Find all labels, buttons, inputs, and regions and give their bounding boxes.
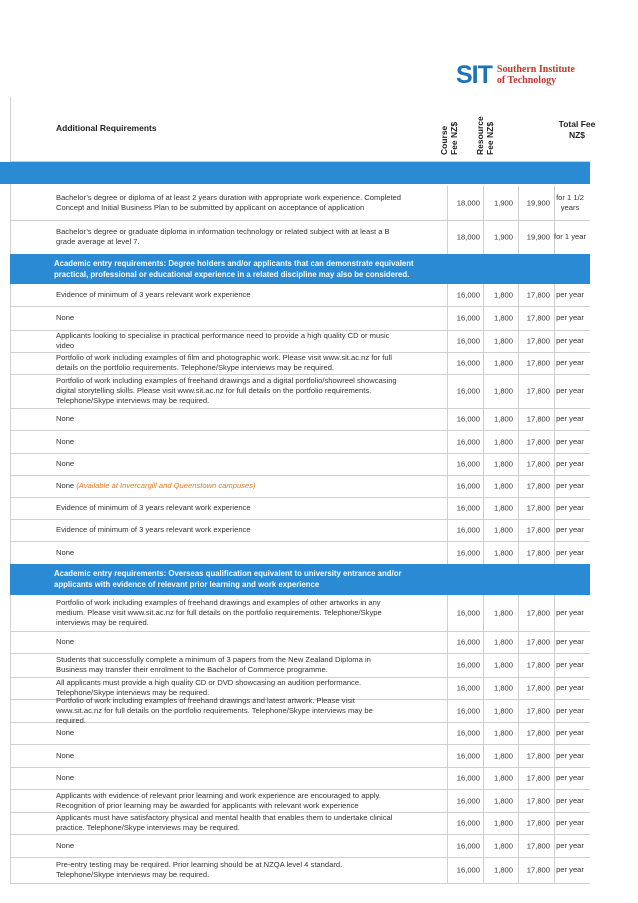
resource-fee-value: 1,800: [493, 608, 513, 618]
table-row: [10, 631, 590, 654]
column-divider: [447, 744, 448, 767]
requirement-text: [56, 437, 402, 447]
course-fee-heading-cell: [439, 97, 471, 155]
requirement-text: [56, 313, 402, 323]
column-divider: [447, 475, 448, 497]
duration-value: per year: [556, 750, 584, 760]
total-fee-value: 17,800: [526, 336, 550, 346]
total-fee-value: 17,800: [526, 503, 550, 513]
column-divider: [518, 408, 519, 430]
resource-fee-value: 1,800: [493, 503, 513, 513]
table-row: [10, 186, 590, 221]
total-fee-value: 17,800: [526, 841, 550, 850]
column-divider: [483, 699, 484, 722]
column-divider: [447, 834, 448, 857]
column-divider: [483, 722, 484, 744]
column-divider: [518, 653, 519, 677]
total-fee-heading-line-2: NZ$: [568, 130, 586, 140]
column-divider: [447, 284, 448, 306]
table-row: [10, 497, 590, 520]
course-fee-value: 16,000: [456, 796, 480, 805]
resource-fee-value: 1,800: [493, 683, 513, 693]
course-fee-value: 16,000: [456, 290, 480, 300]
requirement-label: Applicants looking to specialise in practical performance need to provide a high quality CD or music video: [56, 331, 390, 350]
requirement-text: [56, 860, 402, 880]
requirement-text: [56, 791, 402, 811]
course-fee-heading: Course Fee NZ$: [439, 121, 459, 155]
requirement-label: Applicants must have satisfactory physical and mental health that enables them to undertake clinical practice. Telephone/Skype interviews may be required.: [56, 813, 393, 832]
table-row: [10, 744, 590, 768]
resource-fee-value: 1,900: [493, 198, 513, 208]
column-divider: [518, 306, 519, 330]
table-row: [10, 284, 590, 307]
duration-value: per year: [556, 313, 584, 322]
course-fee-value: 18,000: [456, 198, 480, 208]
duration-value: per year: [556, 436, 584, 446]
column-divider: [447, 857, 448, 883]
total-fee-value: 17,800: [526, 481, 550, 491]
requirement-text: [56, 773, 402, 783]
column-divider: [518, 374, 519, 408]
column-divider: [447, 430, 448, 453]
column-divider: [483, 541, 484, 564]
course-fee-value: 16,000: [456, 751, 480, 760]
column-divider: [483, 453, 484, 475]
column-divider: [447, 330, 448, 352]
total-fee-value: 17,800: [526, 818, 550, 828]
total-fee-value: 17,800: [526, 459, 550, 469]
column-divider: [447, 699, 448, 722]
column-divider: [447, 812, 448, 834]
column-divider: [483, 284, 484, 306]
course-fee-value: 16,000: [456, 437, 480, 446]
resource-fee-value: 1,800: [493, 481, 513, 491]
duration-value: per year: [556, 728, 584, 737]
duration-value: per year: [556, 660, 584, 669]
column-divider: [518, 857, 519, 883]
course-fee-value: 16,000: [456, 414, 480, 424]
duration-value: per year: [556, 608, 584, 617]
column-divider: [483, 330, 484, 352]
column-divider: [447, 497, 448, 519]
column-divider: [518, 767, 519, 789]
total-fee-value: 17,800: [526, 525, 550, 535]
resource-fee-value: 1,800: [493, 459, 513, 469]
total-fee-value: 17,800: [526, 660, 550, 670]
course-fee-value: 16,000: [456, 503, 480, 513]
table-row: [10, 653, 590, 678]
column-divider: [518, 677, 519, 699]
table-row: [10, 330, 590, 353]
requirement-label: Bachelor’s degree or diploma of at least 2 years duration with appropriate work experience. Completed Concept and Initial Business Plan to be submitted by applicant on acceptance of application: [56, 193, 402, 212]
duration-value: per year: [556, 386, 584, 395]
table-row: [10, 220, 590, 255]
column-divider: [518, 352, 519, 374]
requirement-label: None: [56, 773, 75, 782]
column-divider: [518, 812, 519, 834]
table-row: [10, 408, 590, 431]
total-fee-value: 19,900: [526, 232, 550, 242]
requirement-text: [56, 459, 402, 469]
duration-value: per year: [556, 336, 584, 345]
column-divider: [518, 699, 519, 722]
resource-fee-value: 1,800: [493, 437, 513, 446]
table-header: [10, 97, 596, 162]
total-fee-value: 17,800: [526, 773, 550, 783]
requirement-label: Portfolio of work including examples of freehand drawings and examples of other artworks in any medium. Please visit www.sit.ac.nz for full details on the portfolio requirements. Telephone/Skype interviews may be required.: [56, 598, 382, 627]
course-fee-value: 16,000: [456, 818, 480, 828]
requirement-label: Portfolio of work including examples of freehand drawings and a digital portfolio/showreel showcasing digital storytelling skills. Please visit www.sit.ac.nz for full details on the portfolio requirements. Telephone/Skype interviews may be required.: [56, 376, 397, 405]
column-divider: [483, 789, 484, 812]
column-divider: [518, 834, 519, 857]
total-fee-value: 17,800: [526, 414, 550, 424]
column-divider: [447, 306, 448, 330]
total-fee-value: 17,800: [526, 437, 550, 446]
course-fee-value: 16,000: [456, 358, 480, 368]
course-fee-value: 16,000: [456, 683, 480, 693]
table-row: [10, 695, 590, 725]
duration-value: per year: [556, 705, 584, 715]
resource-fee-value: 1,800: [493, 548, 513, 557]
table-row: [10, 834, 590, 858]
requirement-text: [56, 227, 402, 247]
total-fee-heading: [557, 119, 597, 141]
duration-value: for 1 1/2 years: [556, 193, 584, 212]
column-divider: [447, 789, 448, 812]
resource-fee-value: 1,800: [493, 637, 513, 647]
resource-fee-value: 1,800: [493, 751, 513, 760]
requirement-label: Pre-entry testing may be required. Prior learning should be at NZQA level 4 standard. Telephone/Skype interviews may be required.: [56, 860, 343, 879]
column-divider: [518, 220, 519, 254]
column-divider: [483, 744, 484, 767]
resource-fee-heading: Resource Fee NZ$: [475, 116, 495, 155]
course-fee-value: 16,000: [456, 386, 480, 396]
duration-value: per year: [556, 547, 584, 557]
resource-fee-value: 1,800: [493, 290, 513, 300]
column-divider: [483, 408, 484, 430]
duration-value: for 1 year: [553, 232, 587, 241]
requirement-text: [56, 696, 402, 726]
duration-value: per year: [556, 414, 584, 423]
table-row: [10, 767, 590, 790]
duration-value: per year: [556, 459, 584, 468]
resource-fee-value: 1,800: [493, 660, 513, 670]
sit-logo: [456, 62, 575, 88]
total-fee-value: 17,800: [526, 796, 550, 805]
requirement-label: Portfolio of work including examples of film and photographic work. Please visit www.sit.ac.nz for full details on the portfolio requirements. Telephone/Skype interviews may be required.: [56, 353, 392, 372]
column-divider: [447, 220, 448, 254]
duration-value: per year: [556, 481, 584, 490]
column-divider: [483, 677, 484, 699]
column-divider: [483, 497, 484, 519]
column-divider: [518, 744, 519, 767]
table-row: [10, 722, 590, 745]
column-divider: [483, 430, 484, 453]
column-divider: [483, 352, 484, 374]
resource-fee-value: 1,800: [493, 773, 513, 783]
duration-value: per year: [556, 358, 584, 367]
column-divider: [518, 789, 519, 812]
column-divider: [447, 374, 448, 408]
requirement-label: Students that successfully complete a minimum of 3 papers from the New Zealand Diploma in Business may transfer their enrolment to the Bachelor of Commerce programme.: [56, 655, 371, 674]
table-row: [10, 541, 590, 565]
course-fee-value: 16,000: [456, 481, 480, 491]
duration-value: per year: [556, 683, 584, 692]
resource-fee-value: 1,800: [493, 414, 513, 424]
column-divider: [518, 595, 519, 631]
requirement-text: [56, 813, 402, 833]
duration-value: per year: [556, 525, 584, 534]
requirement-label: None: [56, 313, 75, 322]
column-divider: [483, 306, 484, 330]
resource-fee-value: 1,800: [493, 336, 513, 346]
requirement-text: [56, 655, 402, 675]
logo-line-1: Southern Institute: [496, 64, 575, 75]
total-fee-value: 17,800: [526, 637, 550, 647]
total-fee-value: 17,800: [526, 865, 550, 875]
column-divider: [483, 475, 484, 497]
resource-fee-value: 1,800: [493, 313, 513, 323]
resource-fee-heading-cell: [475, 97, 507, 155]
requirement-text: [56, 353, 402, 373]
course-fee-value: 16,000: [456, 728, 480, 738]
column-divider: [483, 653, 484, 677]
total-fee-heading-line-1: Total Fee: [558, 119, 596, 129]
section-heading: Academic entry requirements: Overseas qualification equivalent to university entrance and/or applicants with evidence of relevant prior learning and work experience: [46, 564, 447, 595]
column-divider: [518, 722, 519, 744]
total-fee-value: 17,800: [526, 548, 550, 557]
column-divider: [483, 186, 484, 220]
requirement-text: [56, 598, 402, 628]
total-fee-value: 17,800: [526, 706, 550, 715]
requirement-text: [56, 481, 402, 491]
duration-value: per year: [556, 840, 584, 850]
column-divider: [483, 857, 484, 883]
campus-note: (Available at Invercargill and Queenstown campuses): [76, 481, 256, 490]
column-divider: [518, 453, 519, 475]
header-blue-band: [0, 162, 590, 184]
course-fee-value: 16,000: [456, 525, 480, 535]
column-divider: [518, 186, 519, 220]
requirement-text: [56, 525, 402, 535]
requirement-text: [56, 728, 402, 738]
requirement-label: None: [56, 414, 75, 423]
course-fee-value: 16,000: [456, 313, 480, 323]
column-divider: [518, 631, 519, 653]
requirement-text: [56, 841, 402, 851]
column-divider: [447, 352, 448, 374]
requirement-label: None: [56, 436, 75, 446]
logo-mark: SIT: [456, 61, 492, 89]
requirement-label: None: [56, 840, 75, 850]
requirement-label: None: [56, 750, 75, 760]
requirement-label: Bachelor’s degree or graduate diploma in information technology or related subject with at least a B grade average at level 7.: [56, 227, 390, 246]
resource-fee-value: 1,800: [493, 706, 513, 715]
column-divider: [447, 408, 448, 430]
table-row: [10, 430, 590, 454]
column-divider: [447, 519, 448, 541]
requirement-text: [56, 376, 402, 406]
resource-fee-value: 1,800: [493, 728, 513, 738]
table-row: [10, 475, 590, 498]
duration-value: per year: [556, 795, 584, 805]
total-fee-value: 17,800: [526, 751, 550, 760]
course-fee-value: 16,000: [456, 841, 480, 850]
column-divider: [447, 677, 448, 699]
column-divider: [447, 653, 448, 677]
requirement-label: None: [56, 459, 75, 468]
duration-value: per year: [556, 865, 584, 874]
table-row: [10, 352, 590, 375]
course-fee-value: 16,000: [456, 336, 480, 346]
resource-fee-value: 1,800: [493, 796, 513, 805]
resource-fee-value: 1,800: [493, 386, 513, 396]
logo-wordmark: [497, 64, 575, 86]
resource-fee-value: 1,800: [493, 865, 513, 875]
resource-fee-value: 1,800: [493, 525, 513, 535]
column-divider: [518, 284, 519, 306]
course-fee-value: 16,000: [456, 773, 480, 783]
requirement-text: [56, 414, 402, 424]
column-divider: [447, 453, 448, 475]
course-fee-value: 16,000: [456, 706, 480, 715]
total-fee-value: 17,800: [526, 358, 550, 368]
duration-value: per year: [556, 818, 584, 827]
resource-fee-value: 1,900: [493, 232, 513, 242]
resource-fee-value: 1,800: [493, 818, 513, 828]
requirement-text: [56, 637, 402, 647]
column-divider: [483, 812, 484, 834]
column-divider: [518, 475, 519, 497]
total-fee-value: 17,800: [526, 290, 550, 300]
requirement-text: [56, 503, 402, 513]
column-divider: [518, 519, 519, 541]
duration-value: per year: [556, 290, 584, 299]
table-row: [10, 453, 590, 476]
requirement-label: None: [56, 547, 75, 557]
table-row: [10, 306, 590, 331]
column-divider: [447, 186, 448, 220]
column-divider: [518, 497, 519, 519]
requirement-text: [56, 290, 402, 300]
course-fee-value: 16,000: [456, 608, 480, 618]
column-divider: [447, 541, 448, 564]
total-fee-value: 17,800: [526, 728, 550, 738]
requirement-label: Evidence of minimum of 3 years relevant work experience: [56, 503, 251, 512]
column-divider: [483, 767, 484, 789]
requirement-label: Evidence of minimum of 3 years relevant work experience: [56, 290, 251, 299]
table-row: [10, 789, 590, 813]
course-fee-value: 16,000: [456, 548, 480, 557]
course-fee-value: 16,000: [456, 865, 480, 875]
column-divider: [483, 631, 484, 653]
requirement-text: [56, 751, 402, 761]
total-fee-value: 17,800: [526, 608, 550, 618]
section-heading: Academic entry requirements: Degree holders and/or applicants that can demonstrate equivalent practical, professional or educational experience in a related discipline may also be considered.: [46, 254, 447, 284]
column-divider: [483, 374, 484, 408]
total-fee-value: 17,800: [526, 683, 550, 693]
course-fee-value: 16,000: [456, 660, 480, 670]
table-row: [10, 595, 590, 632]
table-row: [10, 374, 590, 409]
table-row: [10, 519, 590, 542]
column-divider: [447, 595, 448, 631]
course-fee-value: 16,000: [456, 459, 480, 469]
duration-value: per year: [556, 637, 584, 646]
column-divider: [447, 767, 448, 789]
duration-value: per year: [556, 503, 584, 512]
table-row: [10, 857, 590, 884]
logo-line-2: of Technology: [496, 75, 557, 86]
additional-requirements-heading: Additional Requirements: [56, 123, 157, 133]
requirement-text: [56, 193, 402, 213]
column-divider: [518, 330, 519, 352]
total-fee-value: 17,800: [526, 386, 550, 396]
table-row: [10, 812, 590, 835]
resource-fee-value: 1,800: [493, 841, 513, 850]
column-divider: [518, 430, 519, 453]
total-fee-value: 17,800: [526, 313, 550, 323]
requirement-label: Applicants with evidence of relevant prior learning and work experience are encouraged to apply. Recognition of prior learning may be awarded for applicants with relevant work experience: [56, 790, 381, 810]
column-divider: [447, 722, 448, 744]
column-divider: [483, 519, 484, 541]
requirement-label: All applicants must provide a high quality CD or DVD showcasing an audition performance. Telephone/Skype interviews may be required.: [56, 678, 362, 697]
column-divider: [483, 834, 484, 857]
duration-value: per year: [556, 773, 584, 782]
requirement-label: None: [56, 481, 75, 490]
requirement-label: Evidence of minimum of 3 years relevant work experience: [56, 525, 251, 534]
column-divider: [447, 631, 448, 653]
requirement-text: [56, 331, 402, 351]
column-divider: [483, 220, 484, 254]
course-fee-value: 18,000: [456, 232, 480, 242]
column-divider: [483, 595, 484, 631]
requirement-label: None: [56, 728, 75, 737]
total-fee-value: 19,900: [526, 198, 550, 208]
course-fee-value: 16,000: [456, 637, 480, 647]
resource-fee-value: 1,800: [493, 358, 513, 368]
column-divider: [518, 541, 519, 564]
requirement-label: Portfolio of work including examples of freehand drawings and latest artwork. Please visit www.sit.ac.nz for full details on the portfolio requirements. Telephone/Skype interviews may be required.: [56, 695, 373, 725]
requirement-text: [56, 548, 402, 558]
requirement-label: None: [56, 637, 75, 646]
